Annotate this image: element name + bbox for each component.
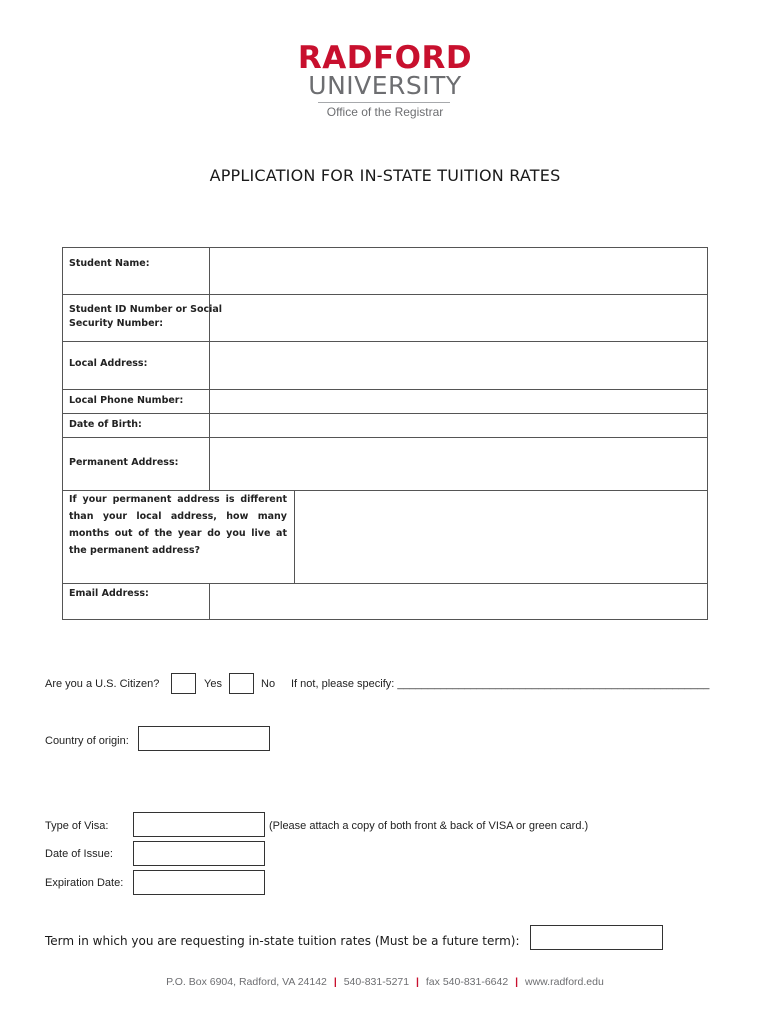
footer-fax: fax 540-831-6642 xyxy=(425,976,509,988)
term-label: Term in which you are requesting in-state tuition rates (Must be a future term): xyxy=(45,934,520,948)
citizen-specify-line[interactable]: If not, please specify: ___________________________________________________ xyxy=(291,678,710,690)
student-id-label-line2: Security Number: xyxy=(69,318,164,329)
months-field[interactable] xyxy=(296,492,706,582)
expiration-date-label: Expiration Date: xyxy=(45,877,124,889)
local-address-label: Local Address: xyxy=(69,358,148,369)
issue-date-field[interactable] xyxy=(133,841,265,866)
country-field[interactable] xyxy=(138,726,270,751)
footer-phone: 540-831-5271 xyxy=(343,976,410,988)
issue-date-label: Date of Issue: xyxy=(45,848,113,860)
local-phone-label: Local Phone Number: xyxy=(69,395,184,406)
months-question-label: If your permanent address is different than your local address, how many months out of the year do you live at the permanent address? xyxy=(69,494,287,556)
footer-separator: | xyxy=(333,976,337,988)
term-field[interactable] xyxy=(530,925,663,950)
citizen-no-label: No xyxy=(261,678,276,690)
permanent-address-label: Permanent Address: xyxy=(69,457,179,468)
logo-radford-text: RADFORD xyxy=(297,40,473,76)
student-name-label: Student Name: xyxy=(69,258,150,269)
dob-label: Date of Birth: xyxy=(69,419,142,430)
document-title: APPLICATION FOR IN-STATE TUITION RATES xyxy=(209,166,561,185)
permanent-address-field[interactable] xyxy=(211,439,706,489)
student-id-field[interactable] xyxy=(211,296,706,340)
logo-university-text: UNIVERSITY xyxy=(308,71,462,100)
email-label: Email Address: xyxy=(69,588,149,599)
footer-address: P.O. Box 6904, Radford, VA 24142 xyxy=(166,976,327,988)
student-name-field[interactable] xyxy=(211,249,706,293)
footer-contact xyxy=(0,976,770,988)
citizen-no-checkbox[interactable] xyxy=(229,673,254,694)
local-address-field[interactable] xyxy=(211,343,706,388)
visa-type-field[interactable] xyxy=(133,812,265,837)
footer-separator: | xyxy=(416,976,419,988)
email-field[interactable] xyxy=(211,585,706,618)
visa-note: (Please attach a copy of both front & back of VISA or green card.) xyxy=(269,820,589,832)
citizen-question: Are you a U.S. Citizen? xyxy=(45,678,160,690)
dob-field[interactable] xyxy=(211,415,706,436)
logo-office-text: Office of the Registrar xyxy=(326,105,444,119)
visa-type-label: Type of Visa: xyxy=(45,820,109,832)
footer-separator: | xyxy=(515,976,519,988)
citizen-yes-checkbox[interactable] xyxy=(171,673,196,694)
logo-divider xyxy=(318,102,450,103)
student-id-label-line1: Student ID Number or Social xyxy=(69,304,223,315)
footer-web[interactable]: www.radford.edu xyxy=(525,976,604,988)
country-label: Country of origin: xyxy=(45,735,129,747)
local-phone-field[interactable] xyxy=(211,391,706,412)
citizen-yes-label: Yes xyxy=(204,678,222,690)
expiration-date-field[interactable] xyxy=(133,870,265,895)
